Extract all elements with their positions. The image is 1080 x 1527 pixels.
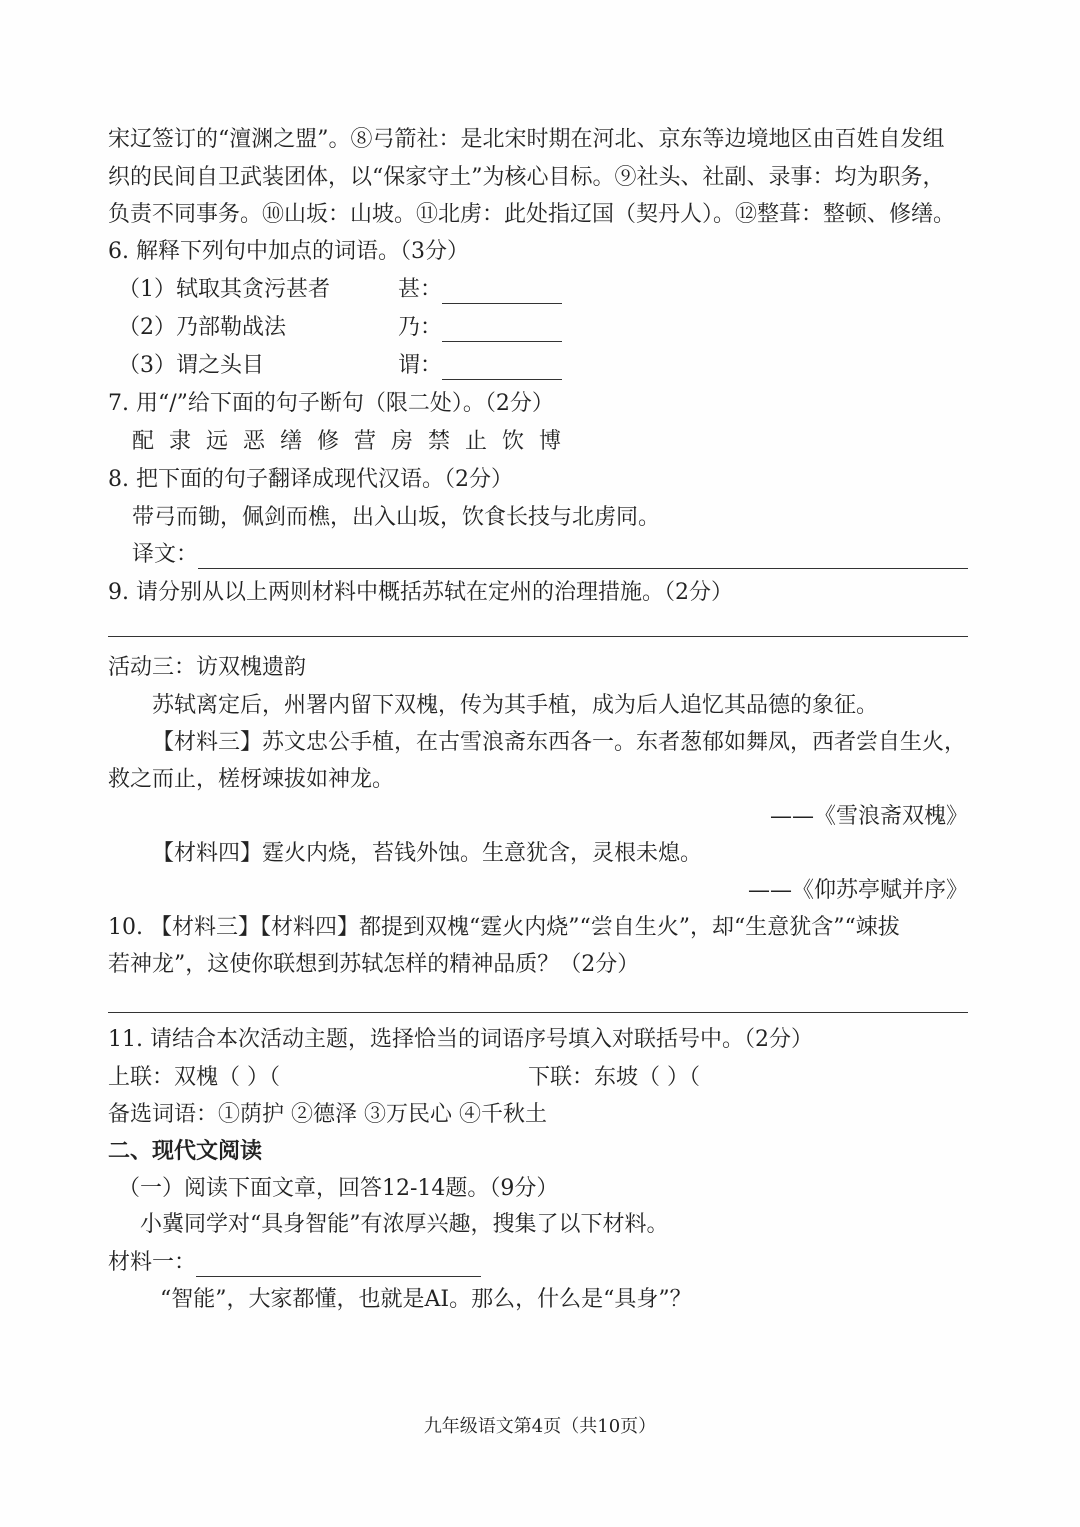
- q11-title: 11. 请结合本次活动主题，选择恰当的词语序号填入对联括号中。（2分）: [108, 1027, 813, 1052]
- material4-text: 【材料四】霆火内烧，苔钱外蚀。生意犹含，灵根未熄。: [152, 841, 703, 866]
- q6-item-2: [118, 314, 562, 342]
- notes-line-1: 宋辽签订的“澶渊之盟”。⑧弓箭社：是北宋时期在河北、京东等边境地区由百姓自发组: [108, 127, 945, 152]
- notes-line-3: 负责不同事务。⑩山坂：山坡。⑪北虏：此处指辽国（契丹人）。⑫整葺：整顿、修缮。: [108, 202, 956, 227]
- material3-line-1: 【材料三】苏文忠公手植，在古雪浪斋东西各一。东者葱郁如舞凤，西者尝自生火，: [152, 730, 967, 755]
- q6-item-3-sentence: （3）谓之头目: [118, 353, 264, 378]
- q9-title: 9. 请分别从以上两则材料中概括苏轼在定州的治理措施。（2分）: [108, 580, 733, 605]
- q7-sentence: 配隶远恶缮修营房禁止饮博: [132, 429, 577, 454]
- q8-answer-label: 译文：: [132, 542, 199, 567]
- q8-answer-blank[interactable]: [198, 544, 968, 569]
- page-footer: 九年级语文第4页（共10页）: [423, 1416, 657, 1437]
- q6-item-1-sentence: （1）轼取其贪污甚者: [118, 277, 330, 302]
- material3-source: ——《雪浪斋双槐》: [769, 804, 968, 829]
- q8-sentence: 带弓而锄，佩剑而樵，出入山坂，饮食长技与北虏同。: [132, 505, 661, 530]
- activity3-intro: 苏轼离定后，州署内留下双槐，传为其手植，成为后人追忆其品德的象征。: [152, 693, 879, 718]
- q7-title: 7. 用“/”给下面的句子断句（限二处）。（2分）: [108, 391, 554, 416]
- q6-item-2-answer[interactable]: [442, 317, 562, 342]
- q10-line-1: 10. 【材料三】【材料四】都提到双槐“霆火内烧”“尝自生火”，却“生意犹含”“竦拔: [108, 915, 900, 940]
- q6-item-2-word: 乃：: [398, 315, 443, 340]
- q6-item-1-answer[interactable]: [442, 279, 562, 304]
- q10-line-2: 若神龙”，这使你联想到苏轼怎样的精神品质？（2分）: [108, 952, 640, 977]
- section2-title: 二、现代文阅读: [108, 1139, 263, 1164]
- q6-title: 6. 解释下列句中加点的词语。（3分）: [108, 239, 469, 264]
- q6-item-2-sentence: （2）乃部勒战法: [118, 315, 286, 340]
- q8-title: 8. 把下面的句子翻译成现代汉语。（2分）: [108, 467, 513, 492]
- q6-item-1-word: 甚：: [398, 277, 443, 302]
- q11-options: 备选词语：①荫护 ②德泽 ③万民心 ④千秋土: [108, 1102, 547, 1127]
- notes-line-2: 织的民间自卫武装团体，以“保家守土”为核心目标。⑨社头、社副、录事：均为职务，: [108, 165, 945, 190]
- q11-upper-couplet[interactable]: 上联：双槐（ ）（: [108, 1065, 280, 1090]
- q10-answer-line[interactable]: [108, 1012, 968, 1013]
- q6-item-3-answer[interactable]: [442, 355, 562, 380]
- material1-blank[interactable]: [196, 1252, 481, 1277]
- material3-line-2: 救之而止，槎枒竦拔如神龙。: [108, 767, 395, 792]
- q9-answer-line[interactable]: [108, 636, 968, 637]
- section2-intro: 小冀同学对“具身智能”有浓厚兴趣，搜集了以下材料。: [140, 1212, 669, 1237]
- section2-part1: （一）阅读下面文章，回答12-14题。（9分）: [118, 1176, 559, 1201]
- material1-label: 材料一：: [108, 1250, 197, 1275]
- material1-row: [108, 1249, 481, 1277]
- q8-answer-row: [132, 541, 968, 569]
- activity3-title: 活动三：访双槐遗韵: [108, 655, 307, 680]
- q6-item-3: [118, 352, 562, 380]
- q6-item-1: [118, 276, 562, 304]
- section2-paragraph-1: “智能”，大家都懂，也就是AI。那么，什么是“具身”？: [160, 1287, 692, 1312]
- q11-lower-couplet[interactable]: 下联：东坡（ ）（: [528, 1065, 700, 1090]
- material4-source: ——《仰苏亭赋并序》: [747, 878, 968, 903]
- q6-item-3-word: 谓：: [398, 353, 443, 378]
